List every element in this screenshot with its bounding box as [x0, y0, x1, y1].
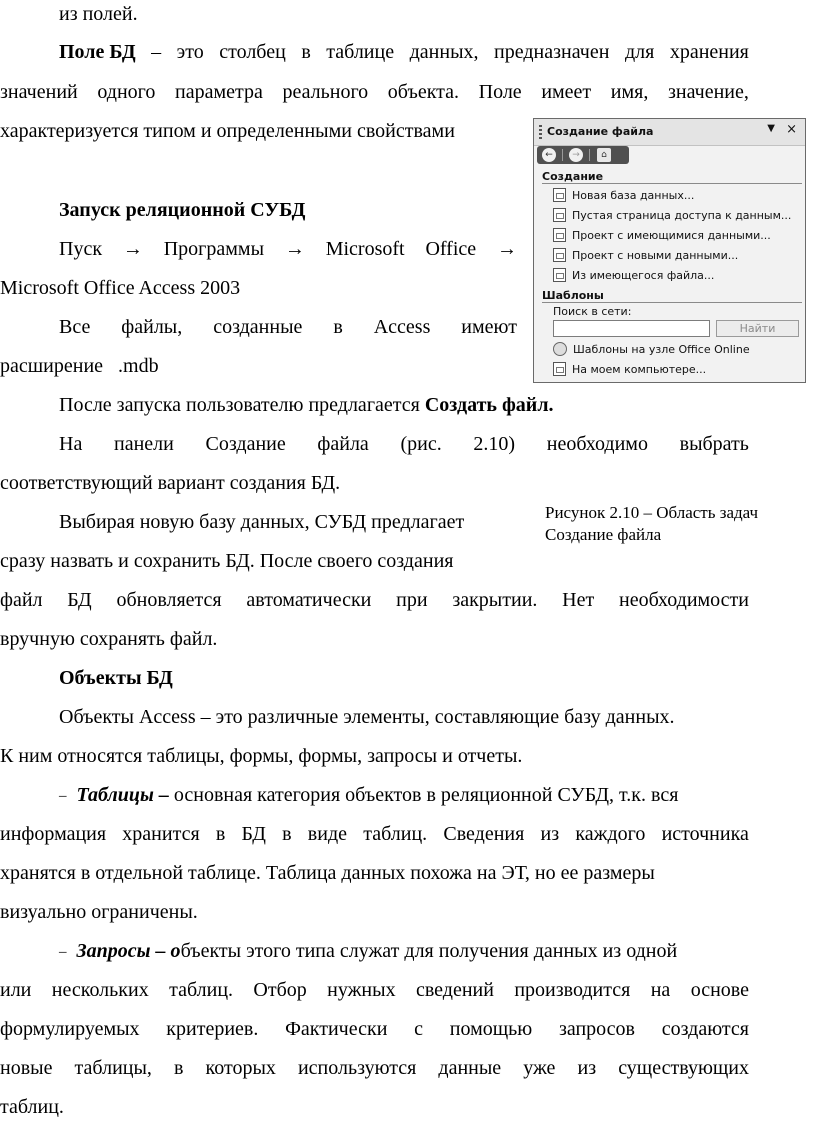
tables-l1: [59, 783, 678, 808]
word: в: [174, 1057, 184, 1079]
launch-path-l1: [59, 237, 517, 261]
files-l1: [59, 315, 517, 339]
new-database-link[interactable]: [553, 187, 694, 203]
project-existing-link[interactable]: [553, 227, 771, 243]
word: автоматически: [246, 589, 372, 611]
word: Пуск: [59, 238, 103, 260]
nav-separator: [562, 149, 563, 161]
word: необходимо: [546, 433, 648, 455]
task-pane-header: [534, 119, 805, 146]
word: значение,: [667, 81, 749, 103]
choose-l1: Выбирая новую базу данных, СУБД предлагает: [59, 511, 465, 533]
word: объекта.: [387, 81, 460, 103]
queries-l3: [0, 1017, 749, 1041]
word: формулируемых: [0, 1018, 140, 1040]
word: для: [624, 41, 655, 63]
word: на: [650, 979, 671, 1001]
word: На: [59, 433, 83, 455]
word: Отбор: [253, 979, 307, 1001]
from-existing-file-link[interactable]: [553, 267, 714, 283]
word: имеет: [541, 81, 592, 103]
arrow-icon: →: [284, 238, 305, 260]
files-l2: расширение .mdb: [0, 355, 159, 377]
section-divider: [542, 183, 802, 184]
nav-separator: [589, 149, 590, 161]
tables-l4: визуально ограничены.: [0, 901, 198, 923]
grip-icon[interactable]: [539, 125, 542, 139]
word: виде: [307, 823, 347, 845]
word: Office: [425, 238, 477, 260]
word: Microsoft: [325, 238, 405, 260]
document-icon: [553, 362, 566, 376]
word: Нет: [562, 589, 595, 611]
word: предназначен: [494, 41, 610, 63]
templates-online-link[interactable]: [553, 341, 750, 357]
text-span: После запуска пользователю предлагается: [59, 394, 425, 416]
word: имеют: [461, 316, 517, 338]
launch-path-l2: Microsoft Office Access 2003: [0, 277, 241, 299]
word: хранения: [669, 41, 749, 63]
section-templates: Шаблоны: [542, 289, 604, 302]
word: при: [396, 589, 428, 611]
word: производится: [514, 979, 631, 1001]
word: таблице: [326, 41, 395, 63]
word: имя,: [610, 81, 649, 103]
tables-l2: [0, 822, 749, 846]
queries-l2: [0, 978, 749, 1002]
word: которых: [205, 1057, 276, 1079]
word: файла: [317, 433, 369, 455]
objects-l2: К ним относятся таблицы, формы, формы, запросы и отчеты.: [0, 745, 523, 767]
link-label: Из имеющегося файла...: [572, 268, 715, 282]
text-line: из полей.: [59, 3, 138, 25]
nav-bar: [537, 146, 629, 164]
word: обновляется: [116, 589, 222, 611]
task-pane: [533, 118, 806, 383]
templates-local-link[interactable]: [553, 361, 706, 377]
task-pane-title: Создание файла: [547, 125, 654, 138]
word: в: [333, 316, 343, 338]
word: данных,: [409, 41, 479, 63]
term-field: Поле БД: [59, 41, 136, 63]
objects-l1: Объекты Access – это различные элементы, составляющие базу данных.: [59, 706, 675, 728]
word: данные: [438, 1057, 502, 1079]
panel-l2: соответствующий вариант создания БД.: [0, 472, 341, 494]
word: помощью: [449, 1018, 533, 1040]
word: информация: [0, 823, 107, 845]
word: используются: [297, 1057, 417, 1079]
panel-l1: [59, 432, 749, 456]
section-create: Создание: [542, 170, 604, 183]
document-icon: [553, 248, 566, 262]
document-icon: [553, 208, 566, 222]
back-icon[interactable]: ←: [542, 148, 556, 162]
link-label: Проект с имеющимися данными...: [572, 228, 771, 242]
forward-icon[interactable]: →: [569, 148, 583, 162]
word: уже: [523, 1057, 556, 1079]
bold-text: Создать файл.: [424, 394, 554, 416]
project-new-link[interactable]: [553, 247, 738, 263]
word: (рис.: [400, 433, 442, 455]
figure-caption-l2: Создание файла: [545, 525, 662, 544]
list-dash: –: [59, 944, 67, 960]
word: Access: [373, 316, 431, 338]
word: нескольких: [51, 979, 149, 1001]
word: существующих: [618, 1057, 749, 1079]
word: необходимости: [618, 589, 749, 611]
word: в: [215, 823, 226, 845]
word: запросов: [558, 1018, 635, 1040]
heading-launch: Запуск реляционной СУБД: [59, 199, 306, 221]
link-label: Шаблоны на узле Office Online: [573, 342, 750, 356]
document-icon: [553, 268, 566, 282]
paragraph-field-l2: [0, 80, 749, 104]
text-span: основная категория объектов в реляционной СУБД, т.к. вся: [168, 784, 679, 806]
word: Фактически: [285, 1018, 388, 1040]
word: из: [540, 823, 560, 845]
word: из: [577, 1057, 597, 1079]
word: столбец: [219, 41, 286, 63]
word: закрытии.: [452, 589, 538, 611]
search-input[interactable]: [553, 320, 710, 337]
link-label: Пустая страница доступа к данным...: [572, 208, 792, 222]
word: нужных: [327, 979, 396, 1001]
word: БД: [241, 823, 266, 845]
paragraph-field-l3: характеризуется типом и определенными свойствами: [0, 120, 455, 142]
word: БД: [67, 589, 92, 611]
queries-l1: [59, 939, 677, 964]
section-divider: [542, 302, 802, 303]
word: создаются: [661, 1018, 749, 1040]
document-icon: [553, 188, 566, 202]
word: Создание: [205, 433, 286, 455]
word: это: [176, 41, 204, 63]
word: источника: [661, 823, 749, 845]
word: или: [0, 979, 32, 1001]
heading-objects: Объекты БД: [59, 667, 173, 689]
word: хранится: [122, 823, 200, 845]
after-launch: [59, 393, 554, 417]
word: критериев.: [166, 1018, 259, 1040]
text-span: бъекты этого типа служат для получения данных из одной: [180, 940, 678, 962]
word: основе: [690, 979, 749, 1001]
tables-l3: хранятся в отдельной таблице. Таблица данных похожа на ЭТ, но ее размеры: [0, 862, 655, 884]
word: 2.10): [473, 433, 516, 455]
word: Программы: [163, 238, 265, 260]
word: значений: [0, 81, 78, 103]
word: Все: [59, 316, 91, 338]
term-queries: Запросы – о: [76, 940, 181, 962]
word: выбрать: [679, 433, 749, 455]
word: каждого: [575, 823, 646, 845]
choose-l3: [0, 588, 749, 612]
word: в: [301, 41, 311, 63]
word: Поле: [478, 81, 522, 103]
word: в: [282, 823, 292, 845]
link-label: Проект с новыми данными...: [572, 248, 739, 262]
close-icon[interactable]: ×: [786, 122, 797, 137]
word: одного: [97, 81, 156, 103]
queries-l4: [0, 1056, 749, 1080]
word: Сведения: [443, 823, 525, 845]
word: с: [414, 1018, 424, 1040]
word: новые: [0, 1057, 53, 1079]
blank-page-link[interactable]: [553, 207, 791, 223]
term-tables: Таблицы –: [76, 784, 169, 806]
globe-icon: [553, 342, 567, 356]
word: панели: [114, 433, 174, 455]
queries-l5: таблиц.: [0, 1096, 64, 1118]
search-label: Поиск в сети:: [553, 305, 632, 318]
word: параметра: [175, 81, 263, 103]
document-icon: [553, 228, 566, 242]
word: файл: [0, 589, 43, 611]
arrow-icon: →: [122, 238, 143, 260]
link-label: Новая база данных...: [572, 188, 695, 202]
search-button[interactable]: Найти: [716, 320, 799, 337]
choose-l4: вручную сохранять файл.: [0, 628, 218, 650]
word: таблиц.: [169, 979, 234, 1001]
word: сведений: [415, 979, 494, 1001]
paragraph-field-l1: [59, 40, 749, 64]
arrow-icon: →: [497, 238, 517, 260]
word: таблицы,: [74, 1057, 152, 1079]
word: файлы,: [121, 316, 183, 338]
list-dash: –: [59, 788, 67, 804]
word: –: [151, 41, 162, 63]
word: таблиц.: [363, 823, 428, 845]
home-icon[interactable]: ⌂: [597, 148, 611, 162]
choose-l2: сразу назвать и сохранить БД. После своего создания: [0, 550, 454, 572]
word: созданные: [213, 316, 303, 338]
figure-caption-l1: Рисунок 2.10 – Область задач: [545, 503, 759, 522]
dropdown-icon[interactable]: ▼: [767, 123, 775, 134]
word: реального: [282, 81, 369, 103]
link-label: На моем компьютере...: [572, 362, 707, 376]
